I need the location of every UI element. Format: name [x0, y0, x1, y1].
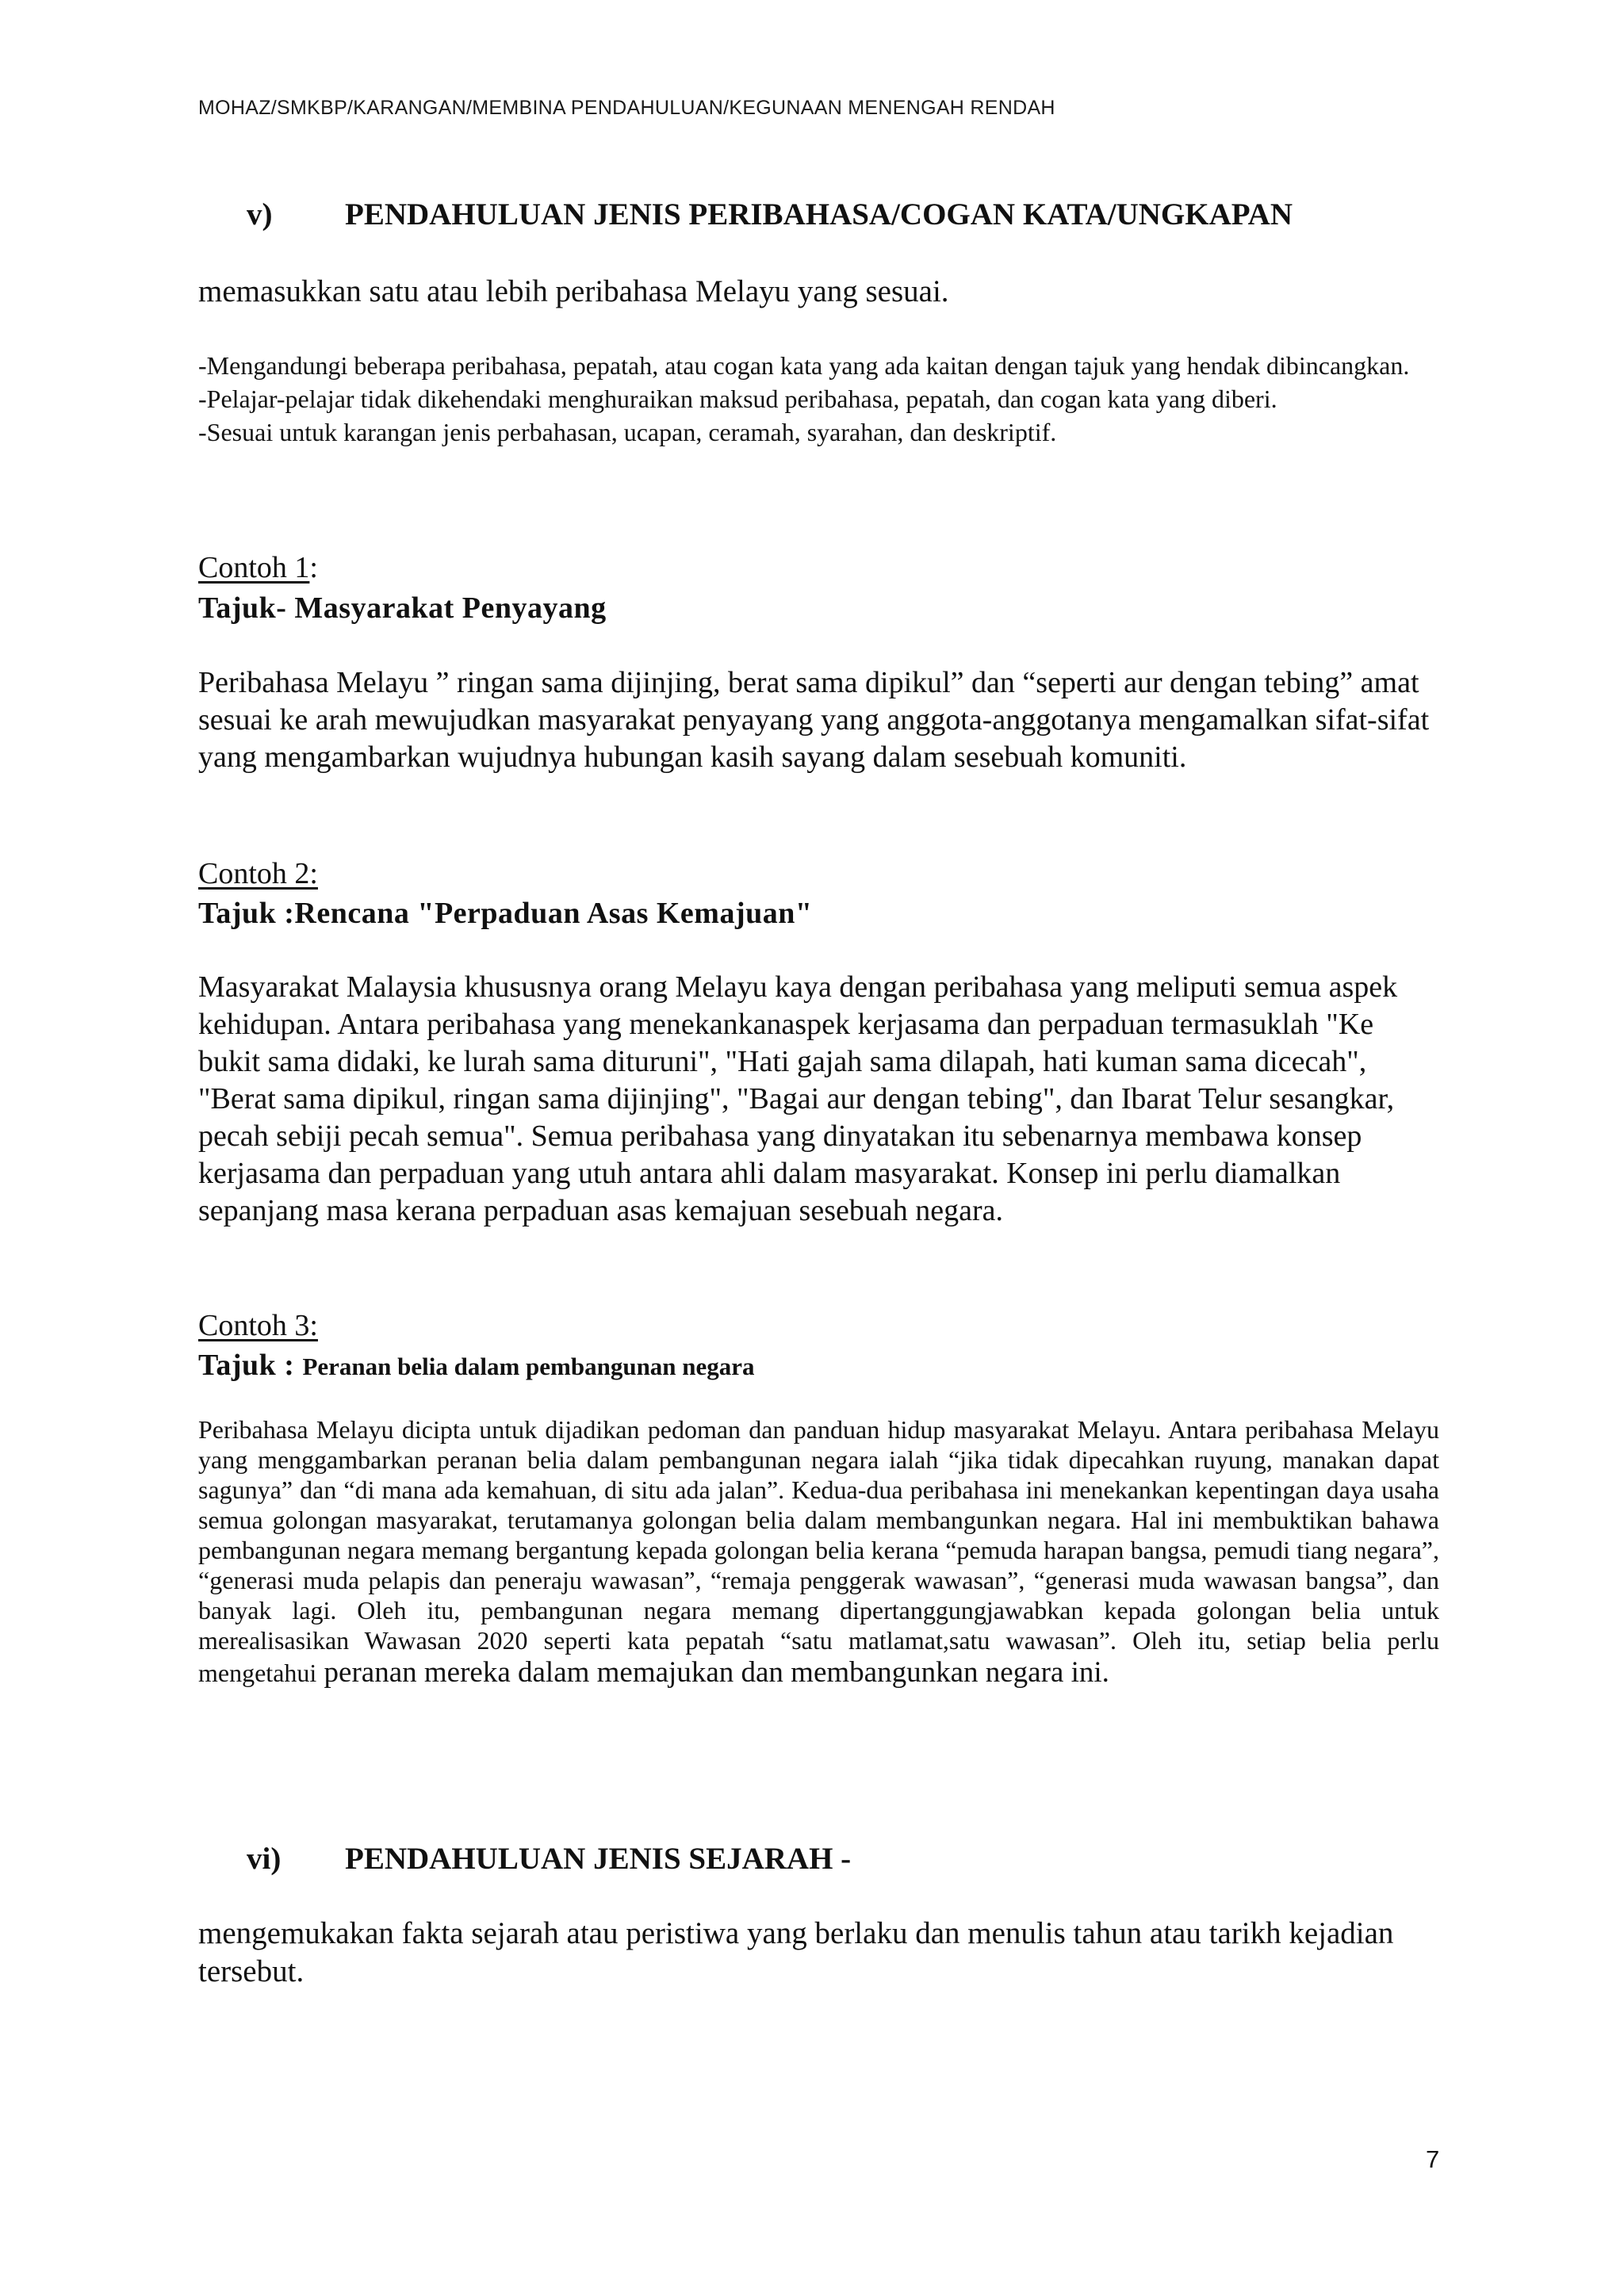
section-number: v) [247, 197, 273, 232]
section-heading-v [247, 197, 1515, 232]
page-number: 7 [1426, 2145, 1440, 2173]
guideline-list [198, 349, 1435, 449]
example-1-label: Contoh 1: [198, 551, 318, 584]
guideline-item: -Sesuai untuk karangan jenis perbahasan, ucapan, ceramah, syarahan, dan deskriptif. [198, 418, 1057, 446]
section-heading-vi [247, 1841, 1515, 1877]
example-2-label: Contoh 2: [198, 857, 318, 890]
example-3-paragraph: Peribahasa Melayu dicipta untuk dijadikan pedoman dan panduan hidup masyarakat Melayu. Antara peribahasa Melayu yang menggambarkan peranan belia dalam pembangunan negara ialah “jika tidak dipecahkan ruyung, manakan dapat sagunya” dan “di mana ada kemahuan, di situ ada jalan”. Kedua-dua peribahasa ini menekankan kepentingan daya usaha semua golongan masyarakat, terutamanya golongan belia dalam membangunkan negara. Hal ini membuktikan bahawa pembangunan negara memang bergantung kepada golongan belia kerana “pemuda harapan bangsa, pemudi tiang negara”, “generasi muda pelapis dan peneraju wawasan”, “remaja penggerak wawasan”, “generasi muda wawasan bangsa”, dan banyak lagi. Oleh itu, pembangunan negara memang dipertanggungjawabkan kepada golongan belia untuk merealisasikan Wawasan 2020 seperti kata pepatah “satu matlamat,satu wawasan”. Oleh itu, setiap belia perlu mengetahui peranan mereka dalam memajukan dan membangunkan negara ini. [198, 1415, 1439, 1689]
guideline-item: -Pelajar-pelajar tidak dikehendaki menghuraikan maksud peribahasa, pepatah, dan cogan kata yang diberi. [198, 385, 1277, 413]
section-number: vi) [247, 1842, 282, 1876]
section-title: PENDAHULUAN JENIS PERIBAHASA/COGAN KATA/UNGKAPAN [345, 197, 1293, 232]
example-1-paragraph: Peribahasa Melayu ” ringan sama dijinjing, berat sama dipikul” dan “seperti aur dengan tebing” amat sesuai ke arah mewujudkan masyarakat penyayang yang anggota-anggotanya mengamalkan sifat-sifat yang mengambarkan wujudnya hubungan kasih sayang dalam sesebuah komuniti. [198, 666, 1430, 774]
example-2-title: Tajuk :Rencana "Perpaduan Asas Kemajuan" [198, 897, 813, 930]
example-1-title: Tajuk- Masyarakat Penyayang [198, 591, 607, 625]
example-3-label: Contoh 3: [198, 1309, 318, 1342]
section-title: PENDAHULUAN JENIS SEJARAH - [345, 1842, 852, 1876]
section-intro: memasukkan satu atau lebih peribahasa Melayu yang sesuai. [198, 274, 949, 308]
section-vi-intro: mengemukakan fakta sejarah atau peristiwa yang berlaku dan menulis tahun atau tarikh kejadian tersebut. [198, 1916, 1394, 1988]
running-header: MOHAZ/SMKBP/KARANGAN/MEMBINA PENDAHULUAN/KEGUNAAN MENENGAH RENDAH [198, 97, 1055, 119]
example-2-paragraph: Masyarakat Malaysia khususnya orang Melayu kaya dengan peribahasa yang meliputi semua aspek kehidupan. Antara peribahasa yang menekankanaspek kerjasama dan perpaduan termasuklah "Ke bukit sama didaki, ke lurah sama dituruni", "Hati gajah sama dilapah, hati kuman sama dicecah", "Berat sama dipikul, ringan sama dijinjing", "Bagai aur dengan tebing", dan Ibarat Telur sesangkar, pecah sebiji pecah semua". Semua peribahasa yang dinyatakan itu sebenarnya membawa konsep kerjasama dan perpaduan yang utuh antara ahli dalam masyarakat. Konsep ini perlu diamalkan sepanjang masa kerana perpaduan asas kemajuan sesebuah negara. [198, 970, 1398, 1227]
guideline-item: -Mengandungi beberapa peribahasa, pepatah, atau cogan kata yang ada kaitan dengan tajuk yang hendak dibincangkan. [198, 351, 1410, 380]
example-3-title: Tajuk : Peranan belia dalam pembangunan negara [198, 1349, 755, 1382]
